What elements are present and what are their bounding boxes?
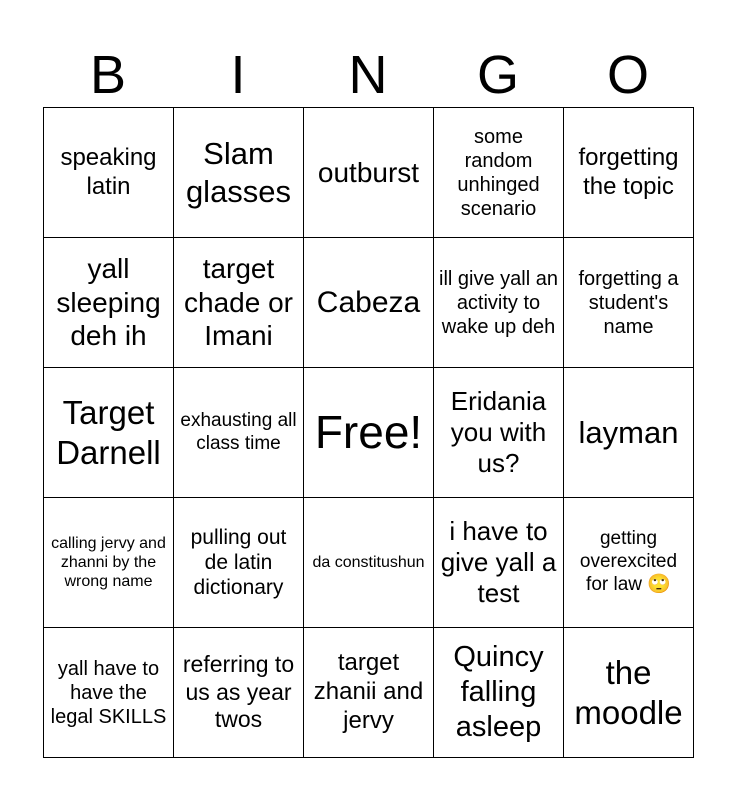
bingo-cell[interactable]: some random unhinged scenario xyxy=(434,108,564,238)
bingo-cell[interactable]: pulling out de latin dictionary xyxy=(174,498,304,628)
bingo-header xyxy=(43,44,693,106)
bingo-cell[interactable]: yall have to have the legal SKILLS xyxy=(44,628,174,758)
bingo-cell[interactable]: forgetting a student's name xyxy=(564,238,694,368)
bingo-cell[interactable]: referring to us as year twos xyxy=(174,628,304,758)
bingo-cell[interactable]: layman xyxy=(564,368,694,498)
bingo-cell[interactable]: i have to give yall a test xyxy=(434,498,564,628)
bingo-cell[interactable]: Quincy falling asleep xyxy=(434,628,564,758)
bingo-cell[interactable]: calling jervy and zhanni by the wrong name xyxy=(44,498,174,628)
bingo-cell[interactable]: yall sleeping deh ih xyxy=(44,238,174,368)
header-letter-n: N xyxy=(348,45,388,105)
bingo-cell[interactable]: target zhanii and jervy xyxy=(304,628,434,758)
bingo-cell[interactable]: Cabeza xyxy=(304,238,434,368)
free-space-cell[interactable]: Free! xyxy=(304,368,434,498)
bingo-cell[interactable]: ill give yall an activity to wake up deh xyxy=(434,238,564,368)
bingo-cell[interactable]: Target Darnell xyxy=(44,368,174,498)
header-letter-o: O xyxy=(606,45,649,105)
bingo-board xyxy=(43,107,694,758)
bingo-cell[interactable]: the moodle xyxy=(564,628,694,758)
bingo-cell[interactable]: target chade or Imani xyxy=(174,238,304,368)
header-letter-b: B xyxy=(89,45,127,105)
header-letter-i: I xyxy=(230,45,246,105)
bingo-cell[interactable]: exhausting all class time xyxy=(174,368,304,498)
bingo-cell[interactable]: getting overexcited for law 🙄 xyxy=(564,498,694,628)
bingo-cell[interactable]: da constitushun xyxy=(304,498,434,628)
bingo-cell[interactable]: forgetting the topic xyxy=(564,108,694,238)
bingo-cell[interactable]: outburst xyxy=(304,108,434,238)
header-letter-g: G xyxy=(476,45,519,105)
bingo-cell[interactable]: speaking latin xyxy=(44,108,174,238)
bingo-cell[interactable]: Slam glasses xyxy=(174,108,304,238)
bingo-cell[interactable]: Eridania you with us? xyxy=(434,368,564,498)
